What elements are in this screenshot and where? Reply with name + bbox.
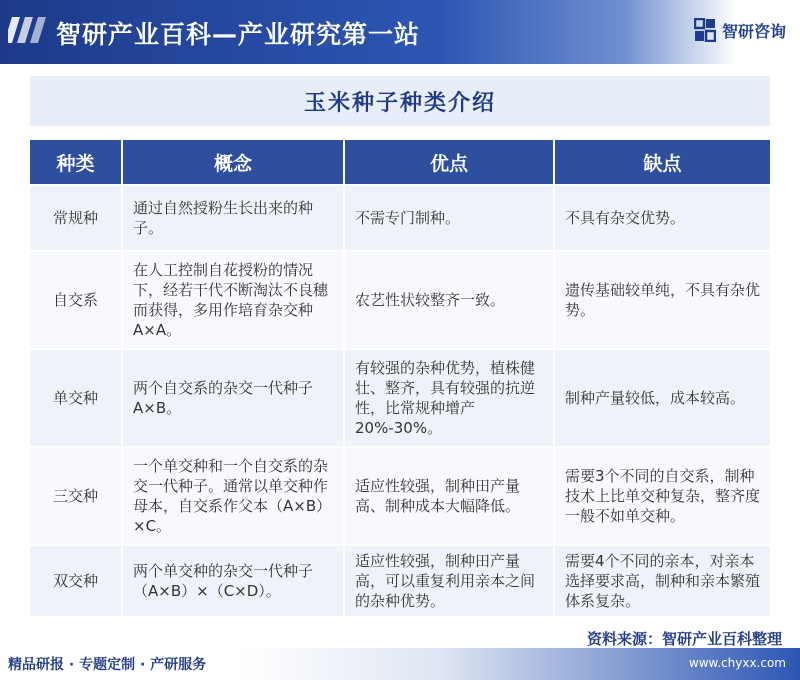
cell-concept: 两个单交种的杂交一代种子（A×B）×（C×D）。	[122, 545, 344, 616]
brand-logo-icon	[694, 18, 716, 42]
header-banner	[0, 0, 800, 64]
cell-cons: 遗传基础较单纯，不具有杂优势。	[554, 251, 770, 349]
column-header-pros: 优点	[344, 140, 554, 185]
footer-services: 精品研报 · 专题定制 · 产研服务	[8, 657, 207, 673]
cell-concept: 通过自然授粉生长出来的种子。	[122, 185, 344, 251]
slash-marks-icon	[8, 17, 48, 43]
column-header-concept: 概念	[122, 140, 344, 185]
cell-pros: 不需专门制种。	[344, 185, 554, 251]
table-row	[30, 185, 770, 251]
table-row	[30, 447, 770, 545]
cell-concept: 一个单交种和一个自交系的杂交一代种子。通常以单交种作母本，自交系作父本（A×B）×C。	[122, 447, 344, 545]
cell-pros: 有较强的杂种优势，植株健壮、整齐，具有较强的抗逆性，比常规种增产20%-30%。	[344, 349, 554, 447]
cell-type: 双交种	[30, 545, 122, 616]
cell-concept: 两个自交系的杂交一代种子A×B。	[122, 349, 344, 447]
source-note: 资料来源：智研产业百科整理	[586, 630, 782, 648]
table-row	[30, 545, 770, 616]
seed-types-table	[30, 140, 770, 616]
cell-type: 自交系	[30, 251, 122, 349]
brand	[694, 18, 786, 42]
cell-concept: 在人工控制自花授粉的情况下，经若干代不断淘汰不良穗而获得，多用作培育杂交种A×A。	[122, 251, 344, 349]
brand-name: 智研咨询	[721, 21, 786, 41]
header-title: 智研产业百科—产业研究第一站	[56, 20, 421, 49]
column-header-type: 种类	[30, 140, 122, 185]
cell-pros: 适应性较强，制种田产量高，可以重复利用亲本之间的杂种优势。	[344, 545, 554, 616]
cell-pros: 农艺性状较整齐一致。	[344, 251, 554, 349]
cell-type: 常规种	[30, 185, 122, 251]
cell-cons: 需要4个不同的亲本，对亲本选择要求高，制种和亲本繁殖体系复杂。	[554, 545, 770, 616]
footer-bar	[0, 648, 800, 680]
table-header-row	[30, 140, 770, 185]
cell-pros: 适应性较强，制种田产量高、制种成本大幅降低。	[344, 447, 554, 545]
cell-cons: 不具有杂交优势。	[554, 185, 770, 251]
table-title: 玉米种子种类介绍	[303, 89, 496, 116]
footer-url[interactable]: www.chyxx.com	[688, 656, 786, 670]
cell-cons: 制种产量较低，成本较高。	[554, 349, 770, 447]
table-row	[30, 349, 770, 447]
cell-type: 单交种	[30, 349, 122, 447]
table-row	[30, 251, 770, 349]
table-title-band	[30, 76, 770, 126]
cell-type: 三交种	[30, 447, 122, 545]
cell-cons: 需要3个不同的自交系，制种技术上比单交种复杂，整齐度一般不如单交种。	[554, 447, 770, 545]
column-header-cons: 缺点	[554, 140, 770, 185]
